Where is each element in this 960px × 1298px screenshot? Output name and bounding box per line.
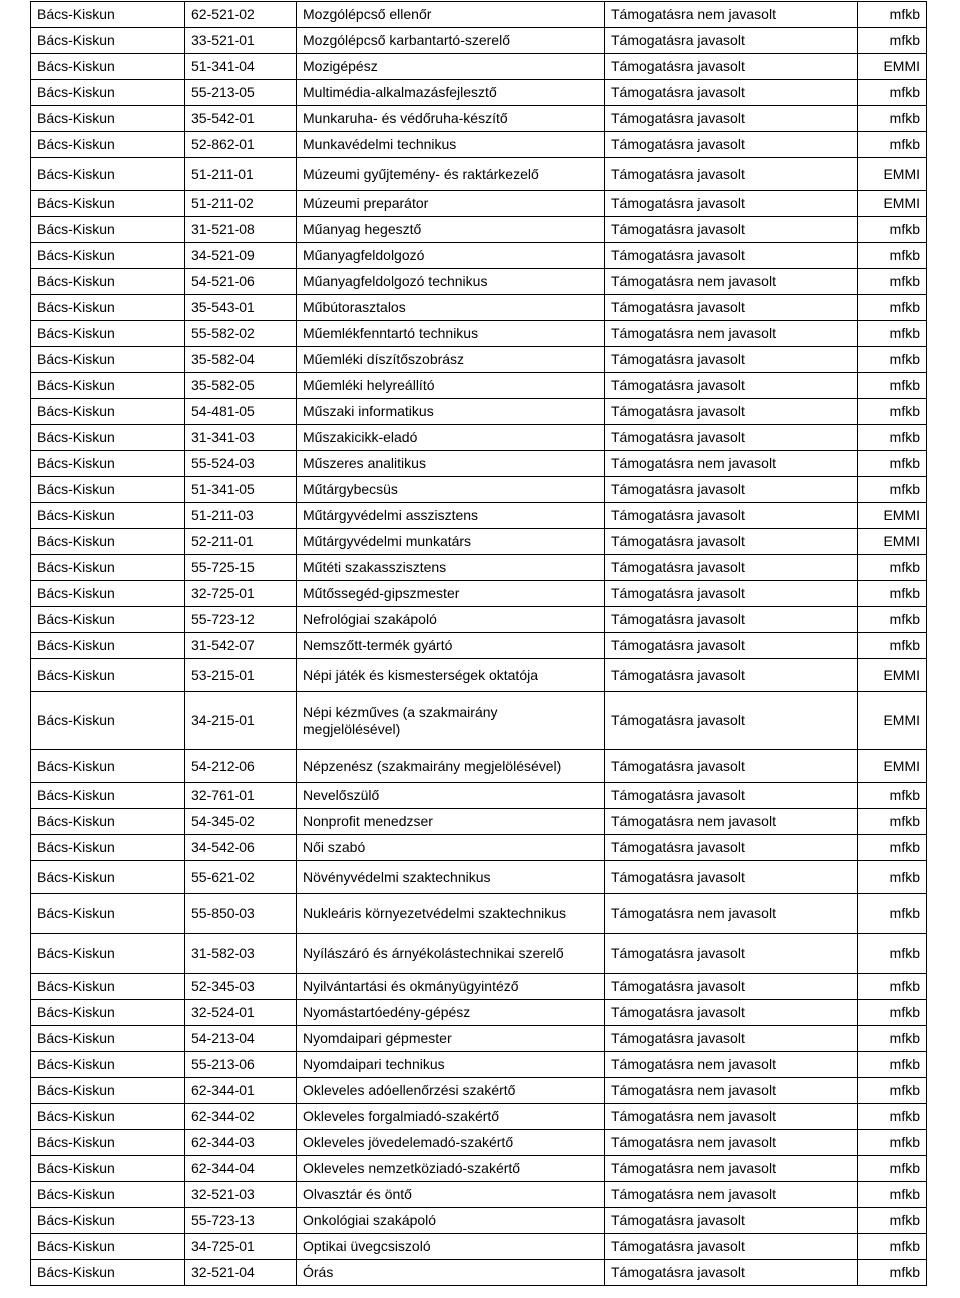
table-row: [31, 2, 927, 28]
ministry-cell: mfkb: [858, 934, 927, 974]
table-row: [31, 607, 927, 633]
status-cell: Támogatásra javasolt: [605, 28, 858, 54]
code-cell: 35-542-01: [185, 106, 297, 132]
ministry-cell: mfkb: [858, 783, 927, 809]
code-cell: 51-211-02: [185, 191, 297, 217]
status-cell: Támogatásra javasolt: [605, 347, 858, 373]
county-cell: Bács-Kiskun: [31, 692, 185, 750]
name-cell: Műanyagfeldolgozó: [297, 243, 605, 269]
table-row: [31, 347, 927, 373]
code-cell: 55-213-05: [185, 80, 297, 106]
ministry-cell: mfkb: [858, 607, 927, 633]
ministry-cell: mfkb: [858, 974, 927, 1000]
ministry-cell: mfkb: [858, 1000, 927, 1026]
table-row: [31, 1234, 927, 1260]
county-cell: Bács-Kiskun: [31, 581, 185, 607]
county-cell: Bács-Kiskun: [31, 80, 185, 106]
name-cell: Órás: [297, 1260, 605, 1286]
status-cell: Támogatásra javasolt: [605, 783, 858, 809]
code-cell: 55-723-13: [185, 1208, 297, 1234]
county-cell: Bács-Kiskun: [31, 269, 185, 295]
ministry-cell: EMMI: [858, 529, 927, 555]
code-cell: 34-725-01: [185, 1234, 297, 1260]
status-cell: Támogatásra javasolt: [605, 1000, 858, 1026]
ministry-cell: mfkb: [858, 373, 927, 399]
county-cell: Bács-Kiskun: [31, 399, 185, 425]
table-row: [31, 373, 927, 399]
code-cell: 55-621-02: [185, 861, 297, 894]
table-row: [31, 191, 927, 217]
name-cell: Nyomástartóedény-gépész: [297, 1000, 605, 1026]
name-cell: Nevelőszülő: [297, 783, 605, 809]
table-row: [31, 477, 927, 503]
county-cell: Bács-Kiskun: [31, 132, 185, 158]
name-cell: Nonprofit menedzser: [297, 809, 605, 835]
table-row: [31, 529, 927, 555]
status-cell: Támogatásra javasolt: [605, 243, 858, 269]
code-cell: 54-481-05: [185, 399, 297, 425]
county-cell: Bács-Kiskun: [31, 2, 185, 28]
status-cell: Támogatásra javasolt: [605, 106, 858, 132]
county-cell: Bács-Kiskun: [31, 529, 185, 555]
table-row: [31, 399, 927, 425]
name-cell: Műtárgybecsüs: [297, 477, 605, 503]
name-cell: Munkaruha- és védőruha-készítő: [297, 106, 605, 132]
table-row: [31, 451, 927, 477]
name-cell: Onkológiai szakápoló: [297, 1208, 605, 1234]
county-cell: Bács-Kiskun: [31, 477, 185, 503]
ministry-cell: mfkb: [858, 425, 927, 451]
code-cell: 62-344-01: [185, 1078, 297, 1104]
name-cell: Olvasztár és öntő: [297, 1182, 605, 1208]
ministry-cell: EMMI: [858, 54, 927, 80]
county-cell: Bács-Kiskun: [31, 243, 185, 269]
status-cell: Támogatásra javasolt: [605, 1208, 858, 1234]
table-row: [31, 1208, 927, 1234]
county-cell: Bács-Kiskun: [31, 1026, 185, 1052]
county-cell: Bács-Kiskun: [31, 555, 185, 581]
code-cell: 31-542-07: [185, 633, 297, 659]
ministry-cell: mfkb: [858, 295, 927, 321]
code-cell: 62-521-02: [185, 2, 297, 28]
table-row: [31, 894, 927, 934]
code-cell: 55-850-03: [185, 894, 297, 934]
status-cell: Támogatásra javasolt: [605, 399, 858, 425]
county-cell: Bács-Kiskun: [31, 861, 185, 894]
code-cell: 31-582-03: [185, 934, 297, 974]
ministry-cell: mfkb: [858, 80, 927, 106]
table-row: [31, 581, 927, 607]
table-row: [31, 80, 927, 106]
status-cell: Támogatásra nem javasolt: [605, 2, 858, 28]
name-cell: Műanyagfeldolgozó technikus: [297, 269, 605, 295]
ministry-cell: mfkb: [858, 809, 927, 835]
status-cell: Támogatásra javasolt: [605, 934, 858, 974]
status-cell: Támogatásra javasolt: [605, 529, 858, 555]
name-cell: Okleveles nemzetköziadó-szakértő: [297, 1156, 605, 1182]
ministry-cell: mfkb: [858, 243, 927, 269]
table-row: [31, 295, 927, 321]
ministry-cell: mfkb: [858, 2, 927, 28]
name-cell: Multimédia-alkalmazásfejlesztő: [297, 80, 605, 106]
table-row: [31, 1260, 927, 1286]
county-cell: Bács-Kiskun: [31, 1052, 185, 1078]
code-cell: 54-212-06: [185, 750, 297, 783]
status-cell: Támogatásra nem javasolt: [605, 321, 858, 347]
status-cell: Támogatásra javasolt: [605, 692, 858, 750]
name-cell: Műtárgyvédelmi asszisztens: [297, 503, 605, 529]
name-cell: Nyilvántartási és okmányügyintéző: [297, 974, 605, 1000]
status-cell: Támogatásra javasolt: [605, 633, 858, 659]
table-row: [31, 1130, 927, 1156]
county-cell: Bács-Kiskun: [31, 191, 185, 217]
table-row: [31, 425, 927, 451]
code-cell: 51-341-04: [185, 54, 297, 80]
ministry-cell: mfkb: [858, 132, 927, 158]
ministry-cell: mfkb: [858, 106, 927, 132]
name-cell: Műemléki díszítőszobrász: [297, 347, 605, 373]
ministry-cell: mfkb: [858, 894, 927, 934]
status-cell: Támogatásra javasolt: [605, 132, 858, 158]
code-cell: 55-213-06: [185, 1052, 297, 1078]
ministry-cell: EMMI: [858, 503, 927, 529]
county-cell: Bács-Kiskun: [31, 659, 185, 692]
county-cell: Bács-Kiskun: [31, 28, 185, 54]
table-row: [31, 1078, 927, 1104]
table-row: [31, 28, 927, 54]
name-cell: Női szabó: [297, 835, 605, 861]
code-cell: 31-521-08: [185, 217, 297, 243]
table-row: [31, 750, 927, 783]
table-row: [31, 1182, 927, 1208]
code-cell: 34-542-06: [185, 835, 297, 861]
name-cell: Mozigépész: [297, 54, 605, 80]
ministry-cell: mfkb: [858, 477, 927, 503]
county-cell: Bács-Kiskun: [31, 835, 185, 861]
code-cell: 62-344-04: [185, 1156, 297, 1182]
status-cell: Támogatásra nem javasolt: [605, 1052, 858, 1078]
status-cell: Támogatásra javasolt: [605, 974, 858, 1000]
county-cell: Bács-Kiskun: [31, 607, 185, 633]
code-cell: 32-725-01: [185, 581, 297, 607]
name-cell: Műtőssegéd-gipszmester: [297, 581, 605, 607]
county-cell: Bács-Kiskun: [31, 295, 185, 321]
table-row: [31, 217, 927, 243]
code-cell: 31-341-03: [185, 425, 297, 451]
table-row: [31, 783, 927, 809]
county-cell: Bács-Kiskun: [31, 1104, 185, 1130]
county-cell: Bács-Kiskun: [31, 425, 185, 451]
name-cell: Növényvédelmi szaktechnikus: [297, 861, 605, 894]
name-cell: Műtárgyvédelmi munkatárs: [297, 529, 605, 555]
code-cell: 35-543-01: [185, 295, 297, 321]
ministry-cell: EMMI: [858, 659, 927, 692]
code-cell: 55-524-03: [185, 451, 297, 477]
status-cell: Támogatásra nem javasolt: [605, 1104, 858, 1130]
table-row: [31, 106, 927, 132]
county-cell: Bács-Kiskun: [31, 1078, 185, 1104]
county-cell: Bács-Kiskun: [31, 633, 185, 659]
name-cell: Optikai üvegcsiszoló: [297, 1234, 605, 1260]
county-cell: Bács-Kiskun: [31, 503, 185, 529]
name-cell: Okleveles forgalmiadó-szakértő: [297, 1104, 605, 1130]
ministry-cell: mfkb: [858, 1260, 927, 1286]
ministry-cell: mfkb: [858, 217, 927, 243]
status-cell: Támogatásra javasolt: [605, 295, 858, 321]
status-cell: Támogatásra javasolt: [605, 80, 858, 106]
county-cell: Bács-Kiskun: [31, 1182, 185, 1208]
status-cell: Támogatásra javasolt: [605, 191, 858, 217]
name-cell: Műemléki helyreállító: [297, 373, 605, 399]
table-row: [31, 861, 927, 894]
code-cell: 55-725-15: [185, 555, 297, 581]
code-cell: 54-521-06: [185, 269, 297, 295]
code-cell: 35-582-05: [185, 373, 297, 399]
county-cell: Bács-Kiskun: [31, 1000, 185, 1026]
name-cell: Népi játék és kismesterségek oktatója: [297, 659, 605, 692]
code-cell: 53-215-01: [185, 659, 297, 692]
table-row: [31, 1104, 927, 1130]
code-cell: 35-582-04: [185, 347, 297, 373]
ministry-cell: mfkb: [858, 321, 927, 347]
status-cell: Támogatásra javasolt: [605, 477, 858, 503]
status-cell: Támogatásra javasolt: [605, 54, 858, 80]
ministry-cell: EMMI: [858, 750, 927, 783]
code-cell: 32-761-01: [185, 783, 297, 809]
county-cell: Bács-Kiskun: [31, 809, 185, 835]
ministry-cell: mfkb: [858, 1182, 927, 1208]
status-cell: Támogatásra javasolt: [605, 750, 858, 783]
table-row: [31, 158, 927, 191]
county-cell: Bács-Kiskun: [31, 321, 185, 347]
ministry-cell: mfkb: [858, 861, 927, 894]
ministry-cell: mfkb: [858, 1104, 927, 1130]
table-row: [31, 1026, 927, 1052]
status-cell: Támogatásra nem javasolt: [605, 894, 858, 934]
status-cell: Támogatásra javasolt: [605, 861, 858, 894]
table-row: [31, 659, 927, 692]
status-cell: Támogatásra javasolt: [605, 1026, 858, 1052]
county-cell: Bács-Kiskun: [31, 347, 185, 373]
county-cell: Bács-Kiskun: [31, 1260, 185, 1286]
name-cell: Múzeumi preparátor: [297, 191, 605, 217]
ministry-cell: mfkb: [858, 269, 927, 295]
status-cell: Támogatásra javasolt: [605, 659, 858, 692]
county-cell: Bács-Kiskun: [31, 373, 185, 399]
status-cell: Támogatásra javasolt: [605, 555, 858, 581]
name-cell: Műanyag hegesztő: [297, 217, 605, 243]
name-cell: Műszakicikk-eladó: [297, 425, 605, 451]
name-cell: Okleveles adóellenőrzési szakértő: [297, 1078, 605, 1104]
code-cell: 51-211-01: [185, 158, 297, 191]
ministry-cell: mfkb: [858, 1078, 927, 1104]
ministry-cell: mfkb: [858, 581, 927, 607]
name-cell: Népzenész (szakmairány megjelölésével): [297, 750, 605, 783]
status-cell: Támogatásra javasolt: [605, 835, 858, 861]
table-row: [31, 243, 927, 269]
code-cell: 55-582-02: [185, 321, 297, 347]
code-cell: 52-345-03: [185, 974, 297, 1000]
ministry-cell: mfkb: [858, 1234, 927, 1260]
ministry-cell: EMMI: [858, 158, 927, 191]
status-cell: Támogatásra nem javasolt: [605, 809, 858, 835]
county-cell: Bács-Kiskun: [31, 934, 185, 974]
name-cell: Műszaki informatikus: [297, 399, 605, 425]
ministry-cell: EMMI: [858, 692, 927, 750]
code-cell: 34-215-01: [185, 692, 297, 750]
name-cell: Mozgólépcső ellenőr: [297, 2, 605, 28]
table-row: [31, 974, 927, 1000]
table-row: [31, 54, 927, 80]
table-row: [31, 1000, 927, 1026]
name-cell: Múzeumi gyűjtemény- és raktárkezelő: [297, 158, 605, 191]
table-row: [31, 633, 927, 659]
table-row: [31, 1052, 927, 1078]
county-cell: Bács-Kiskun: [31, 894, 185, 934]
name-cell: Nemszőtt-termék gyártó: [297, 633, 605, 659]
table-body: [31, 2, 927, 1286]
status-cell: Támogatásra nem javasolt: [605, 1156, 858, 1182]
ministry-cell: mfkb: [858, 835, 927, 861]
table-row: [31, 321, 927, 347]
ministry-cell: EMMI: [858, 191, 927, 217]
county-cell: Bács-Kiskun: [31, 1130, 185, 1156]
name-cell: Nukleáris környezetvédelmi szaktechnikus: [297, 894, 605, 934]
name-cell: Műbútorasztalos: [297, 295, 605, 321]
status-cell: Támogatásra javasolt: [605, 581, 858, 607]
code-cell: 62-344-02: [185, 1104, 297, 1130]
status-cell: Támogatásra javasolt: [605, 425, 858, 451]
status-cell: Támogatásra nem javasolt: [605, 1182, 858, 1208]
code-cell: 32-521-04: [185, 1260, 297, 1286]
name-cell: Műszeres analitikus: [297, 451, 605, 477]
status-cell: Támogatásra javasolt: [605, 607, 858, 633]
status-cell: Támogatásra javasolt: [605, 1260, 858, 1286]
code-cell: 51-341-05: [185, 477, 297, 503]
status-cell: Támogatásra javasolt: [605, 158, 858, 191]
name-cell: Mozgólépcső karbantartó-szerelő: [297, 28, 605, 54]
status-cell: Támogatásra javasolt: [605, 217, 858, 243]
code-cell: 32-521-03: [185, 1182, 297, 1208]
table-row: [31, 934, 927, 974]
status-cell: Támogatásra javasolt: [605, 503, 858, 529]
name-cell: Műemlékfenntartó technikus: [297, 321, 605, 347]
table-row: [31, 132, 927, 158]
code-cell: 34-521-09: [185, 243, 297, 269]
ministry-cell: mfkb: [858, 1026, 927, 1052]
ministry-cell: mfkb: [858, 1208, 927, 1234]
ministry-cell: mfkb: [858, 1130, 927, 1156]
status-cell: Támogatásra nem javasolt: [605, 1130, 858, 1156]
name-cell: Nefrológiai szakápoló: [297, 607, 605, 633]
ministry-cell: mfkb: [858, 347, 927, 373]
table-row: [31, 1156, 927, 1182]
code-cell: 32-524-01: [185, 1000, 297, 1026]
table-row: [31, 503, 927, 529]
table-row: [31, 692, 927, 750]
name-cell: Műtéti szakasszisztens: [297, 555, 605, 581]
county-cell: Bács-Kiskun: [31, 783, 185, 809]
status-cell: Támogatásra nem javasolt: [605, 1078, 858, 1104]
county-cell: Bács-Kiskun: [31, 1208, 185, 1234]
status-cell: Támogatásra nem javasolt: [605, 269, 858, 295]
name-cell: Okleveles jövedelemadó-szakértő: [297, 1130, 605, 1156]
ministry-cell: mfkb: [858, 399, 927, 425]
ministry-cell: mfkb: [858, 1052, 927, 1078]
status-cell: Támogatásra javasolt: [605, 373, 858, 399]
county-cell: Bács-Kiskun: [31, 1156, 185, 1182]
county-cell: Bács-Kiskun: [31, 106, 185, 132]
county-cell: Bács-Kiskun: [31, 1234, 185, 1260]
ministry-cell: mfkb: [858, 1156, 927, 1182]
ministry-cell: mfkb: [858, 451, 927, 477]
table-row: [31, 809, 927, 835]
code-cell: 52-211-01: [185, 529, 297, 555]
county-cell: Bács-Kiskun: [31, 451, 185, 477]
ministry-cell: mfkb: [858, 555, 927, 581]
status-cell: Támogatásra nem javasolt: [605, 451, 858, 477]
county-cell: Bács-Kiskun: [31, 217, 185, 243]
qualification-table: [30, 1, 927, 1286]
code-cell: 51-211-03: [185, 503, 297, 529]
code-cell: 33-521-01: [185, 28, 297, 54]
county-cell: Bács-Kiskun: [31, 974, 185, 1000]
name-cell: Nyílászáró és árnyékolástechnikai szerelő: [297, 934, 605, 974]
table-row: [31, 555, 927, 581]
code-cell: 55-723-12: [185, 607, 297, 633]
name-cell: Népi kézműves (a szakmairány megjelölésével): [297, 692, 605, 750]
table-row: [31, 835, 927, 861]
name-cell: Munkavédelmi technikus: [297, 132, 605, 158]
code-cell: 54-345-02: [185, 809, 297, 835]
ministry-cell: mfkb: [858, 28, 927, 54]
county-cell: Bács-Kiskun: [31, 158, 185, 191]
county-cell: Bács-Kiskun: [31, 750, 185, 783]
ministry-cell: mfkb: [858, 633, 927, 659]
status-cell: Támogatásra javasolt: [605, 1234, 858, 1260]
name-cell: Nyomdaipari technikus: [297, 1052, 605, 1078]
code-cell: 52-862-01: [185, 132, 297, 158]
county-cell: Bács-Kiskun: [31, 54, 185, 80]
code-cell: 54-213-04: [185, 1026, 297, 1052]
table-row: [31, 269, 927, 295]
name-cell: Nyomdaipari gépmester: [297, 1026, 605, 1052]
code-cell: 62-344-03: [185, 1130, 297, 1156]
